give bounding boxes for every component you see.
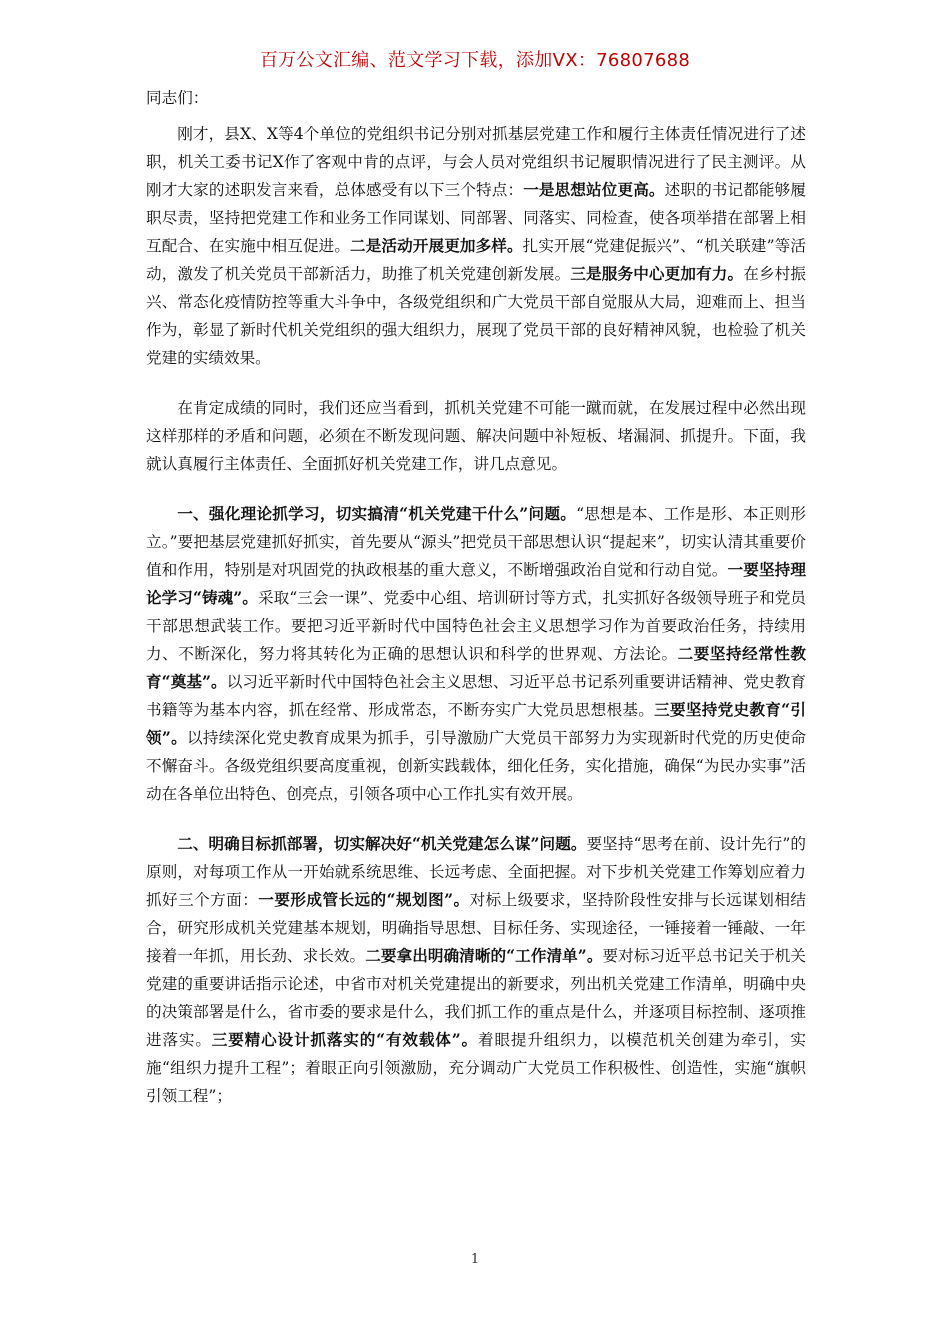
document-body (146, 84, 806, 1132)
text-run: 扎实开展“党建促振兴”、“机关联建”等活动，激发了机关党员干部新活力，助推了机关党建创新发展。 (146, 237, 806, 283)
bold-heading-run: 二是活动开展更加多样。 (350, 236, 523, 255)
text-run: “思想是本、工作是形、本正则形立。”要把基层党建抓好抓实，首先要从“源头”把党员干部思想认识“提起来”，切实认清其重要价值和作用，特别是对巩固党的执政根基的重大意义，不断增强政治自觉和行动自觉。 (146, 505, 806, 579)
paragraph-section-two (146, 830, 806, 1110)
bold-heading-run: 二要拿出明确清晰的“工作清单”。 (365, 946, 603, 965)
bold-heading-run: 一是思想站位更高。 (523, 180, 665, 199)
paragraph-section-one (146, 500, 806, 808)
text-run: 述职的书记都能够履职尽责，坚持把党建工作和业务工作同谋划、同部署、同落实、同检查，使各项举措在部署上相互配合、在实施中相互促进。 (146, 181, 806, 255)
bold-heading-run: 一要坚持理论学习“铸魂”。 (146, 560, 806, 607)
bold-heading-run: 二要坚持经常性教育“奠基”。 (146, 644, 806, 691)
bold-heading-run: 一、强化理论抓学习，切实搞清“机关党建干什么”问题。 (177, 504, 577, 523)
text-run: 以持续深化党史教育成果为抓手，引导激励广大党员干部努力为实现新时代党的历史使命不懈奋斗。各级党组织要高度重视，创新实践载体，细化任务，实化措施，确保“为民办实事”活动在各单位出特色、创亮点，引领各项中心工作扎实有效开展。 (146, 729, 806, 803)
paragraph-opening-review (146, 120, 806, 372)
text-run: 要坚持“思考在前、设计先行”的原则，对每项工作从一开始就系统思维、长远考虑、全面把握。对下步机关党建工作筹划应着力抓好三个方面： (146, 835, 806, 909)
text-run: 以习近平新时代中国特色社会主义思想、习近平总书记系列重要讲话精神、党史教育书籍等为基本内容，抓在经常、形成常态，不断夯实广大党员思想根基。 (146, 673, 806, 719)
text-run: 采取“三会一课”、党委中心组、培训研讨等方式，扎实抓好各级领导班子和党员干部思想武装工作。要把习近平新时代中国特色社会主义思想学习作为首要政治任务，持续用力、不断深化，努力将其转化为正确的思想认识和科学的世界观、方法论。 (146, 589, 806, 663)
salutation: 同志们： (146, 89, 209, 107)
bold-heading-run: 二、明确目标抓部署，切实解决好“机关党建怎么谋”问题。 (177, 834, 587, 853)
text-run: 在乡村振兴、常态化疫情防控等重大斗争中，各级党组织和广大党员干部自觉服从大局，迎难而上、担当作为，彰显了新时代机关党组织的强大组织力，展现了党员干部的良好精神风貌，也检验了机关党建的实绩效果。 (146, 265, 806, 367)
bold-heading-run: 一要形成管长远的“规划图”。 (258, 890, 470, 909)
text-run: 着眼提升组织力，以模范机关创建为牵引，实施“组织力提升工程”；着眼正向引领激励，充分调动广大党员工作积极性、创造性，实施“旗帜引领工程”； (146, 1031, 806, 1105)
header-banner: 百万公文汇编、范文学习下载，添加VX：76807688 (259, 50, 691, 71)
text-run: 对标上级要求，坚持阶段性安排与长远谋划相结合，研究形成机关党建基本规划，明确指导思想、目标任务、实现途径，一锤接着一锤敲、一年接着一年抓，用长劲、求长效。 (146, 891, 806, 965)
bold-heading-run: 三是服务中心更加有力。 (570, 264, 744, 283)
page-number: 1 (470, 1252, 480, 1267)
text-run: 在肯定成绩的同时，我们还应当看到，抓机关党建不可能一蹴而就，在发展过程中必然出现这样那样的矛盾和问题，必须在不断发现问题、解决问题中补短板、堵漏洞、抓提升。下面，我就认真履行主体责任、全面抓好机关党建工作，讲几点意见。 (146, 399, 806, 473)
text-run: 刚才，县X、X等4个单位的党组织书记分别对抓基层党建工作和履行主体责任情况进行了述职，机关工委书记X作了客观中肯的点评，与会人员对党组织书记履职情况进行了民主测评。从刚才大家的述职发言来看，总体感受有以下三个特点： (146, 125, 806, 199)
paragraph-transition (146, 394, 806, 478)
text-run: 要对标习近平总书记关于机关党建的重要讲话指示论述，中省市对机关党建提出的新要求，列出机关党建工作清单，明确中央的决策部署是什么，省市委的要求是什么，我们抓工作的重点是什么，并逐项目标控制、逐项推进落实。 (146, 947, 806, 1049)
bold-heading-run: 三要坚持党史教育“引领”。 (146, 700, 806, 747)
bold-heading-run: 三要精心设计抓落实的“有效载体”。 (211, 1030, 479, 1049)
